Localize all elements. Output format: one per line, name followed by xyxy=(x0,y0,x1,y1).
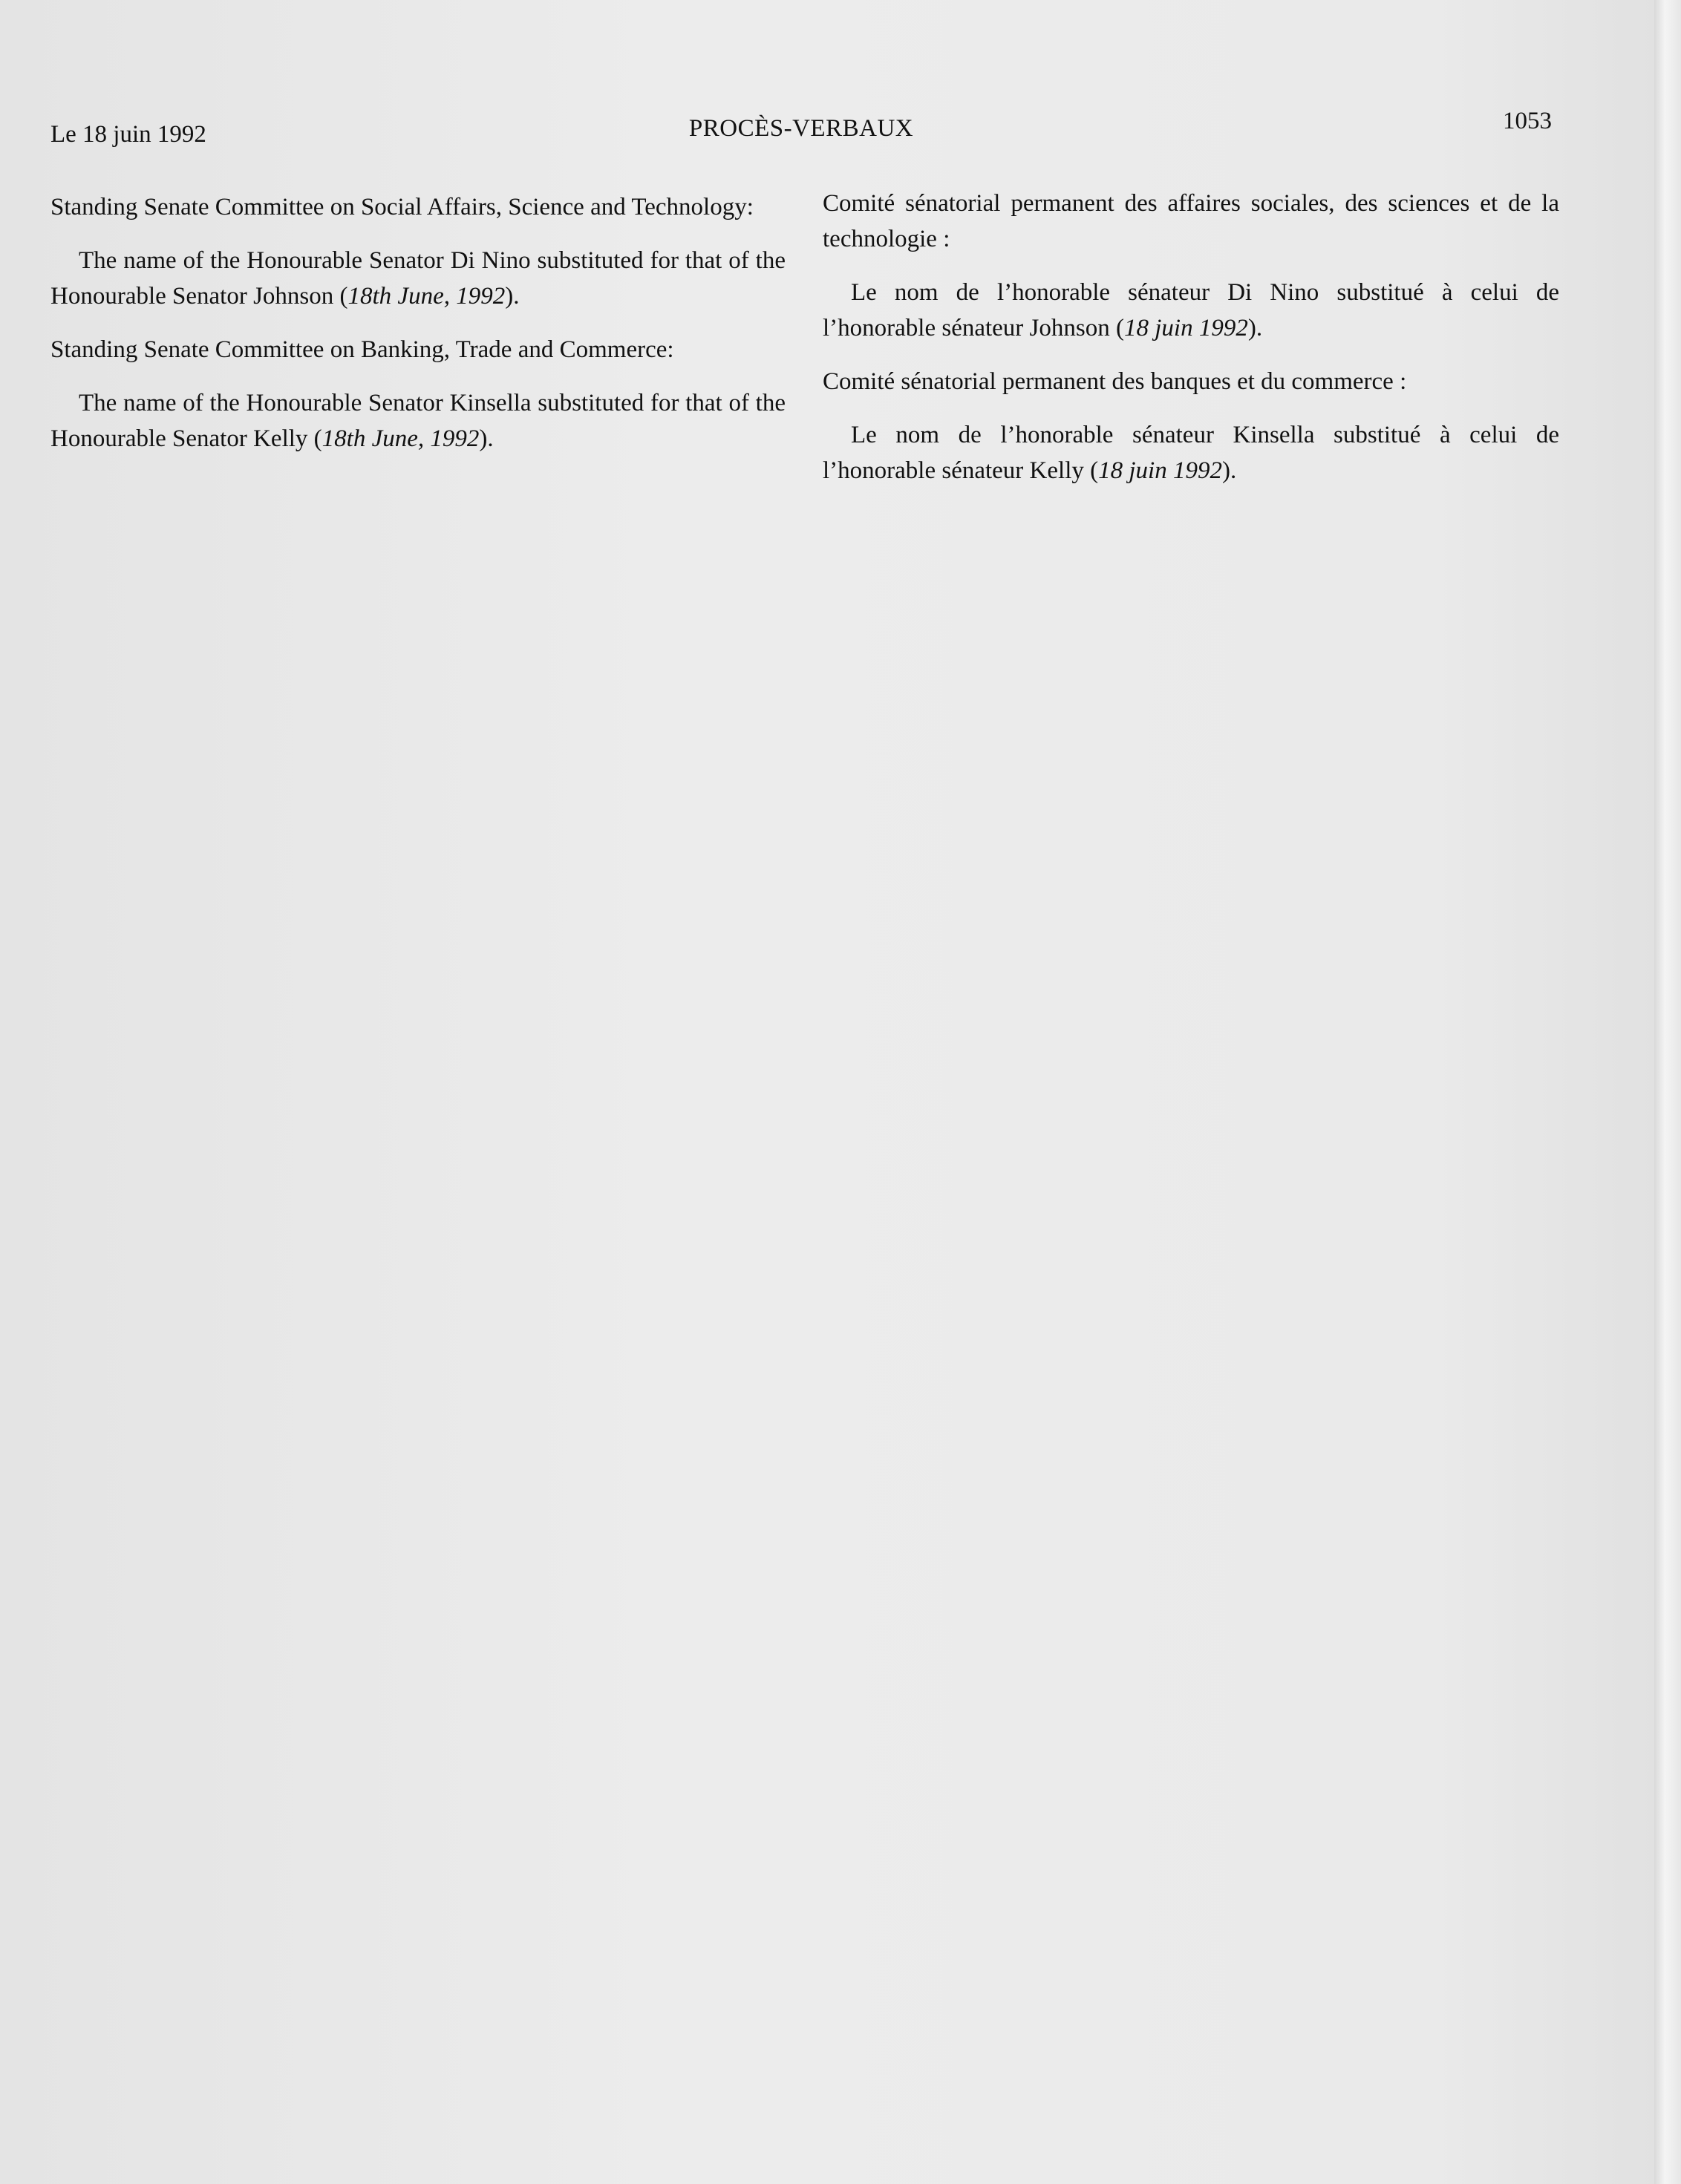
page-edge xyxy=(1654,0,1681,2184)
running-header xyxy=(50,108,1552,149)
substitution-entry xyxy=(823,417,1559,488)
substitution-close: ). xyxy=(1221,457,1237,484)
committee-heading: Standing Senate Committee on Banking, Trade and Commerce: xyxy=(50,336,674,363)
substitution-text: Le nom de l’honorable sénateur Kinsella substitué à celui de l’honorable sénateur Kelly ( xyxy=(823,422,1559,484)
page-number: 1053 xyxy=(1503,108,1552,134)
committee-heading: Comité sénatorial permanent des banques et du commerce : xyxy=(823,368,1407,395)
substitution-close: ). xyxy=(505,283,520,310)
english-column xyxy=(50,186,786,474)
substitution-date: 18 juin 1992 xyxy=(1098,457,1222,484)
substitution-text: The name of the Honourable Senator Kinsella substituted for that of the Honourable Senator Kelly ( xyxy=(50,390,786,452)
substitution-text: The name of the Honourable Senator Di Nino substituted for that of the Honourable Senator Johnson ( xyxy=(50,247,786,310)
committee-heading: Comité sénatorial permanent des affaires sociales, des sciences et de la technologie : xyxy=(823,190,1559,252)
substitution-entry xyxy=(50,243,786,314)
substitution-entry xyxy=(823,275,1559,346)
header-title: PROCÈS-VERBAUX xyxy=(688,115,914,142)
french-column xyxy=(823,186,1559,506)
substitution-entry xyxy=(50,385,786,457)
substitution-date: 18th June, 1992 xyxy=(321,425,480,452)
substitution-close: ). xyxy=(1247,315,1263,341)
committee-heading: Standing Senate Committee on Social Affairs, Science and Technology: xyxy=(50,194,754,220)
substitution-close: ). xyxy=(479,425,494,452)
substitution-date: 18th June, 1992 xyxy=(347,283,506,310)
substitution-date: 18 juin 1992 xyxy=(1123,315,1248,341)
substitution-text: Le nom de l’honorable sénateur Di Nino substitué à celui de l’honorable sénateur Johnson ( xyxy=(823,279,1559,341)
header-date: Le 18 juin 1992 xyxy=(50,121,206,148)
